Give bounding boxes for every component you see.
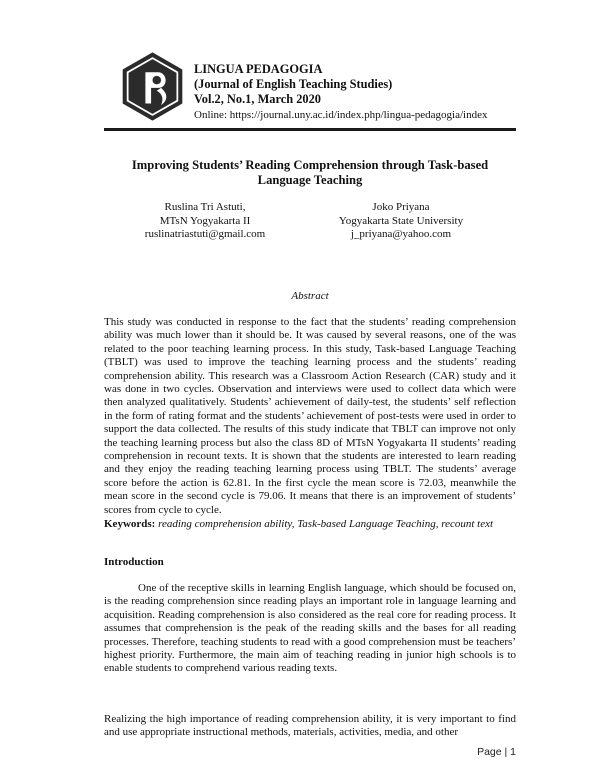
page-number: Page | 1 (477, 746, 516, 758)
author-name: Ruslina Tri Astuti, (164, 201, 246, 213)
introduction-paragraph-1: One of the receptive skills in learning English language, which should be focused on, is the reading comprehension since reading plays an important role in language learning and acquisition. Reading comprehension is also considered as the real core for reading process. It assumes that comprehension is the peak of the reading skills and the bases for all reading processes. Therefore, teaching students to read with a good comprehension must be teachers’ highest priority. Furthermore, the main aim of teaching reading in junior high schools is to enable students to comprehend various reading texts. (104, 582, 516, 675)
logo-letter-p-counter (153, 76, 162, 85)
keywords-line (104, 518, 524, 530)
author-email[interactable]: j_priyana@yahoo.com (350, 228, 452, 240)
author-affiliation: MTsN Yogyakarta II (159, 214, 251, 227)
keywords-label: Keywords: (104, 518, 156, 530)
abstract-text: This study was conducted in response to the fact that the students’ reading comprehension ability was much lower than it should be. It was caused by several reasons, one of the was related to the poor teaching learning process. In this study, Task-based Language Teaching (TBLT) was used to improve the teaching learning process and the students’ reading comprehension ability. This research was a Classroom Action Research (CAR) study and it was done in two cycles. Observation and interviews were used to collect data which were then analyzed qualitatively. Students’ achievement of daily-test, the students’ self reflection in the form of rating format and the students’ achievement of post-tests were used in order to support the data collected. The results of this study indicate that TBLT can improve not only the teaching learning process but also the class 8D of MTsN Yogyakarta II students’ reading comprehension in recount texts. It is shown that the students are interested to learn reading and they enjoy the reading teaching learning process using TBLT. The students’ average score before the action is 62.81. In the first cycle the mean score is 72.03, meanwhile the mean score in the second cycle is 79.06. It means that there is an improvement of students’ scores from cycle to cycle. (104, 316, 516, 516)
introduction-paragraph-2: Realizing the high importance of reading comprehension ability, it is very important to find and use appropriate instructional methods, materials, activities, media, and other (104, 713, 516, 739)
author-name: Joko Priyana (372, 201, 430, 213)
journal-masthead (194, 62, 574, 122)
journal-name: LINGUA PEDAGOGIA (194, 62, 323, 76)
author-block (95, 201, 315, 242)
keywords-text: reading comprehension ability, Task-based Language Teaching, recount text (158, 518, 494, 530)
journal-volume: Vol.2, No.1, March 2020 (194, 92, 322, 106)
journal-logo (117, 51, 188, 122)
abstract-heading: Abstract (291, 290, 329, 302)
journal-online-url[interactable]: Online: https://journal.uny.ac.id/index.php/lingua-pedagogia/index (194, 109, 488, 121)
header-divider (104, 128, 516, 131)
article-title: Improving Students’ Reading Comprehension through Task-based Language Teaching (131, 158, 489, 187)
author-email[interactable]: ruslinatriastuti@gmail.com (144, 228, 266, 240)
author-affiliation: Yogyakarta State University (338, 214, 464, 227)
author-block (291, 201, 511, 242)
section-heading-introduction: Introduction (104, 556, 164, 568)
journal-subtitle: (Journal of English Teaching Studies) (194, 77, 393, 91)
